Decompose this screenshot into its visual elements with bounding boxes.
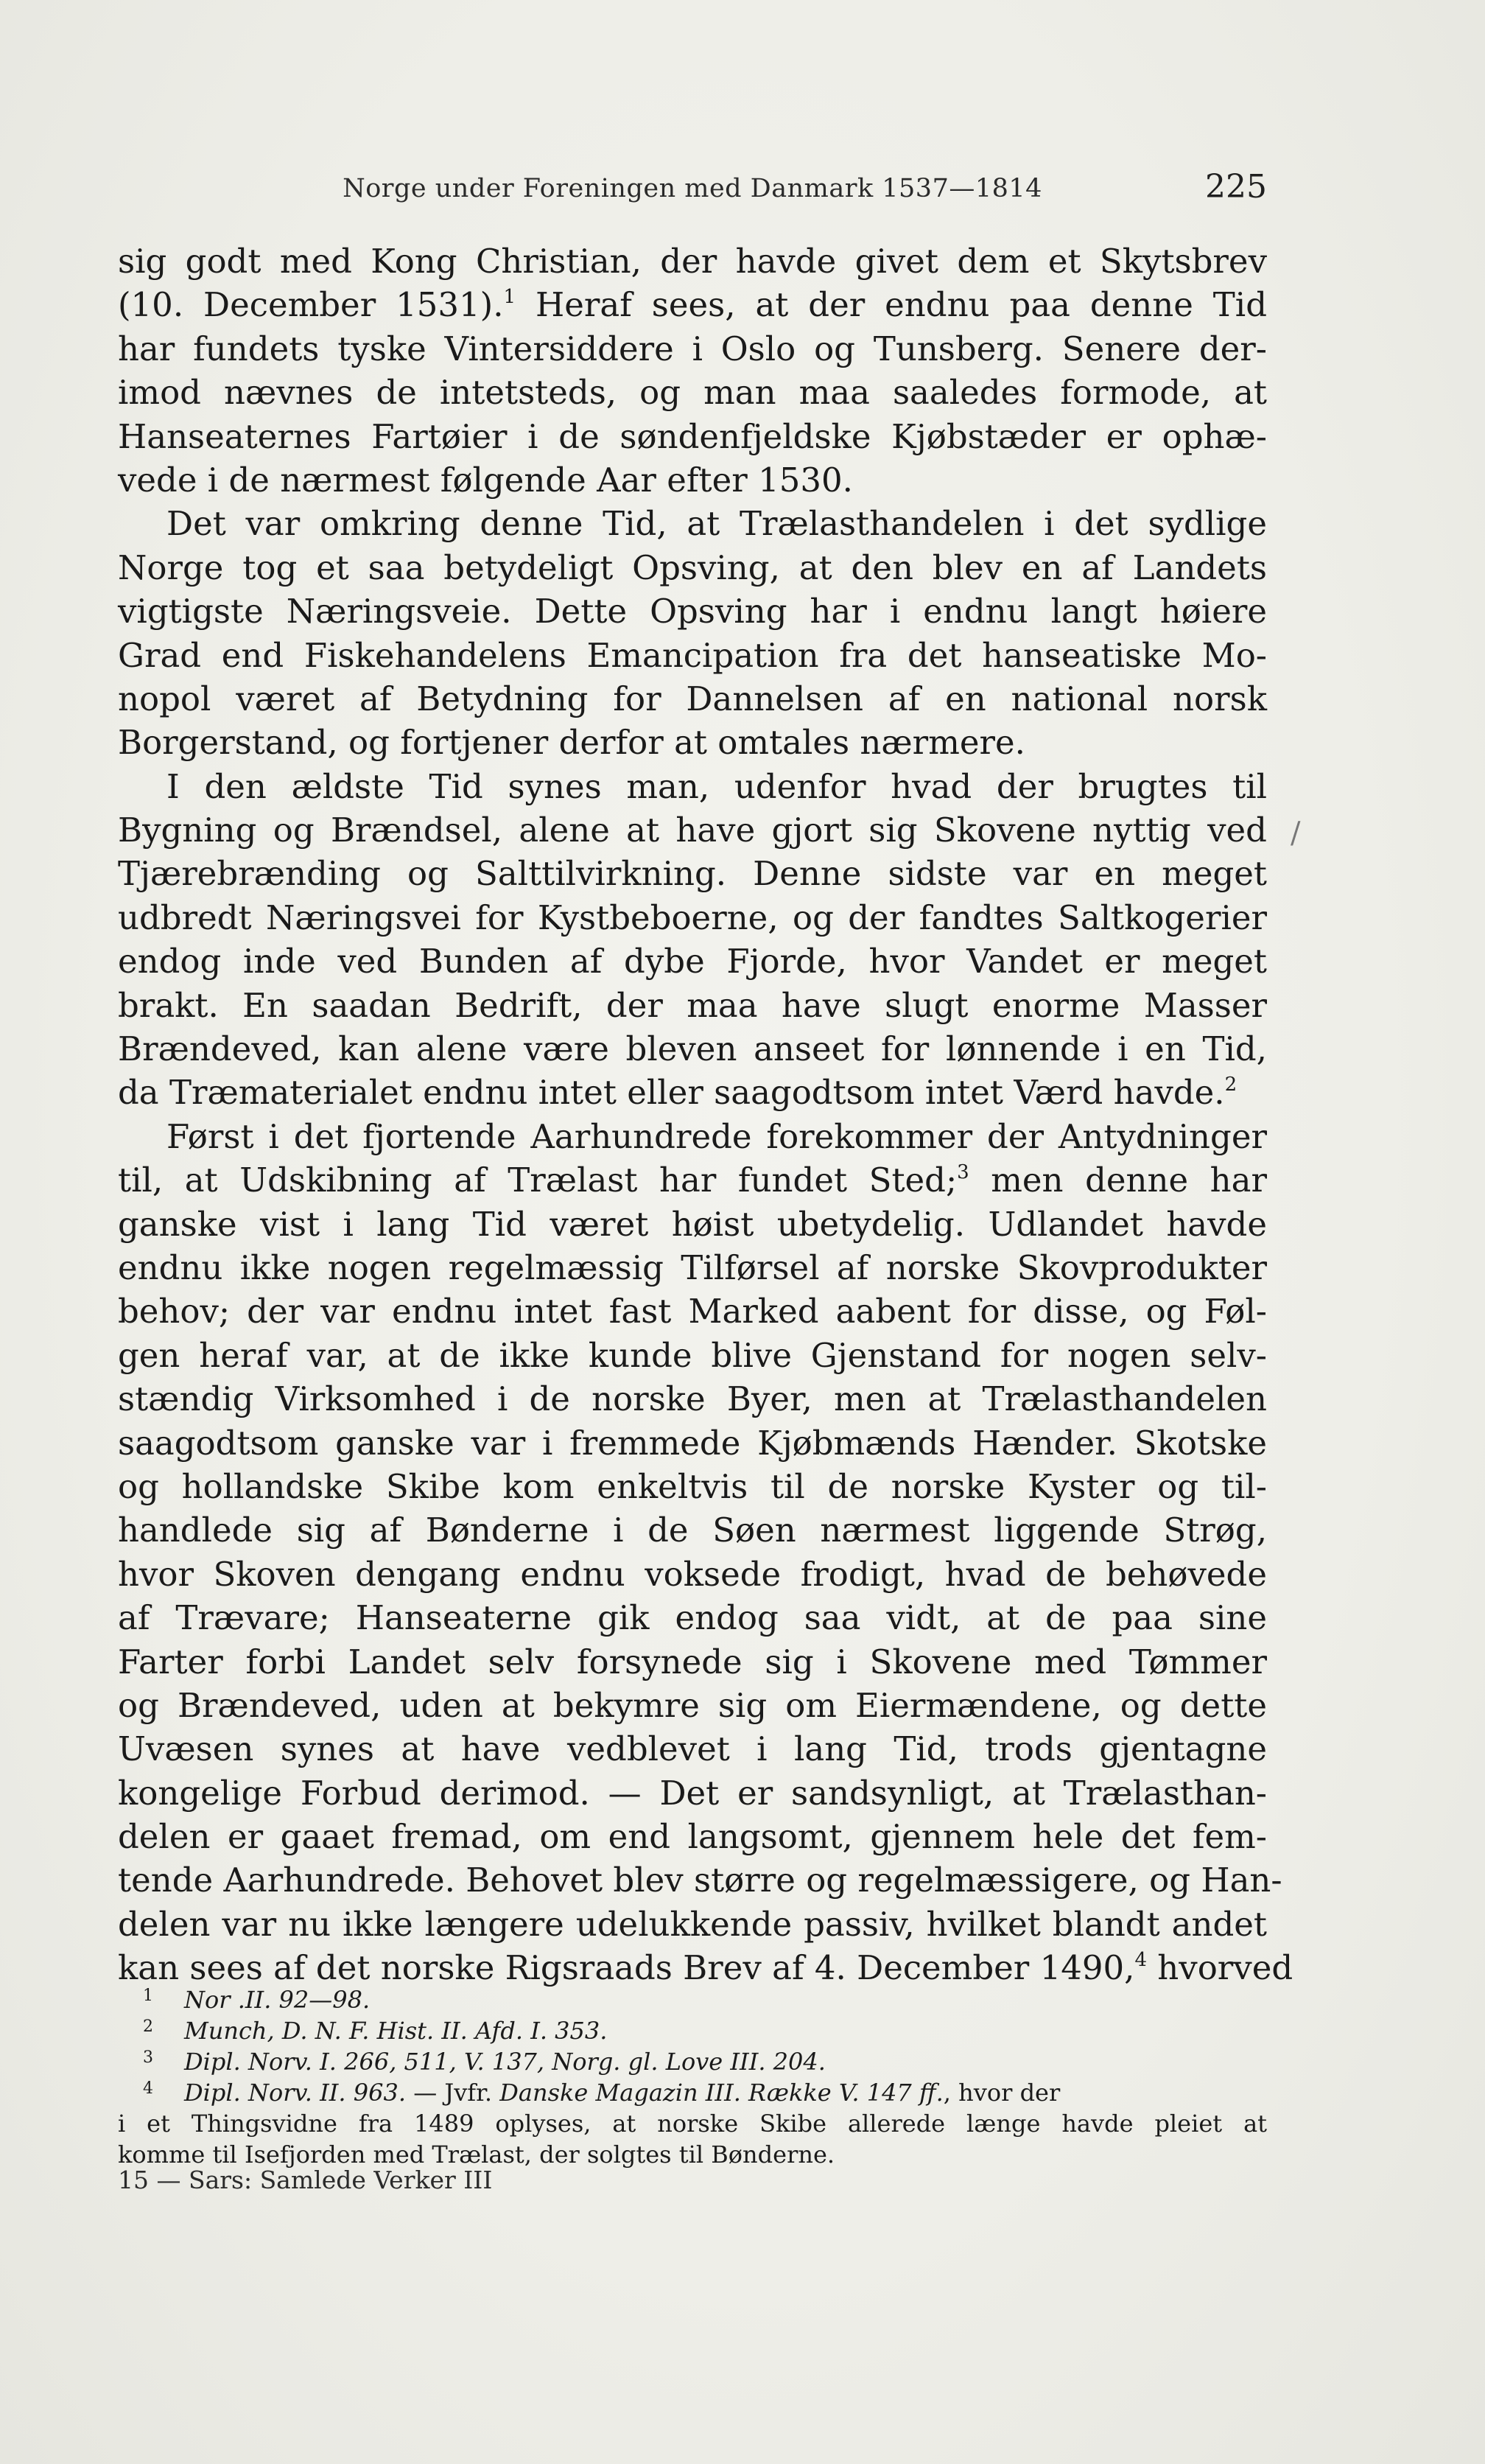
footnote-3: 3 Dipl. Norv. I. 266, 511, V. 137, Norg. gl. Love III. 204.: [143, 2048, 826, 2076]
footnote-text: Dipl. Norv. I. 266, 511, V. 137, Norg. gl. Love III. 204.: [184, 2048, 826, 2076]
text-line: har fundets tyske Vintersiddere i Oslo og Tunsberg. Senere der-: [118, 329, 1267, 368]
text-line: endog inde ved Bunden af dybe Fjorde, hvor Vandet er meget: [118, 942, 1267, 981]
text-line: Bygning og Brændsel, alene at have gjort sig Skovene nyttig ved: [118, 811, 1267, 850]
text-line: nopol været af Betydning for Dannelsen af en national norsk: [118, 679, 1267, 718]
text-line: Borgerstand, og fortjener derfor at omtales nærmere.: [118, 723, 1025, 763]
footnote-text: Nor .II. 92—98.: [184, 1986, 371, 2014]
text-line: hvor Skoven dengang endnu voksede frodigt, hvad de behøvede: [118, 1554, 1267, 1594]
text-line: saagodtsom ganske var i fremmede Kjøbmænds Hænder. Skotske: [118, 1423, 1267, 1463]
text-line: delen er gaaet fremad, om end langsomt, gjennem hele det fem-: [118, 1817, 1267, 1857]
body-text: [118, 239, 1293, 1990]
text-line: [118, 1071, 1267, 1114]
text-span: til, at Udskibning af Trælast har fundet Sted;: [118, 1161, 958, 1200]
text-line: vigtigste Næringsveie. Dette Opsving har i endnu langt høiere: [118, 592, 1267, 631]
text-span: hvorved: [1157, 1948, 1293, 1988]
footnote-text: , hvor der: [943, 2079, 1061, 2107]
text-line: af Trævare; Hanseaterne gik endog saa vidt, at de paa sine: [118, 1598, 1267, 1638]
footnote-ref-1: 1: [503, 286, 516, 309]
text-span: men denne har: [991, 1161, 1267, 1200]
footnote-ref-2: 2: [1224, 1074, 1238, 1096]
footnote-text: Dipl. Norv. II. 963.: [184, 2079, 407, 2107]
page-number: 225: [1205, 168, 1267, 206]
text-line: Norge tog et saa betydeligt Opsving, at den blev en af Landets: [118, 547, 1267, 587]
pencil-mark: /: [1291, 816, 1301, 850]
text-line: kongelige Forbud derimod. — Det er sandsynligt, at Trælasthan-: [118, 1773, 1267, 1813]
text-line: ganske vist i lang Tid været høist ubetydelig. Udlandet havde: [118, 1204, 1267, 1244]
text-line: Hanseaternes Fartøier i de søndenfjeldske Kjøbstæder er ophæ-: [118, 416, 1267, 456]
text-line: [118, 1158, 1267, 1202]
text-line: Uvæsen synes at have vedblevet i lang Tid, trods gjentagne: [118, 1729, 1267, 1769]
footnote-text: Danske Magazin III. Række V. 147 ff.: [499, 2079, 944, 2107]
text-line: tende Aarhundrede. Behovet blev større og regelmæssigere, og Han-: [118, 1861, 1282, 1900]
text-line: Tjærebrænding og Salttilvirkning. Denne sidste var en meget: [118, 854, 1267, 894]
text-line: handlede sig af Bønderne i de Søen nærmest liggende Strøg,: [118, 1511, 1267, 1550]
text-span: kan sees af det norske Rigsraads Brev af 4. December 1490,: [118, 1948, 1135, 1988]
text-span: Heraf sees, at der endnu paa denne Tid: [535, 285, 1267, 325]
text-line: Brændeved, kan alene være bleven anseet for lønnende i en Tid,: [118, 1029, 1267, 1069]
text-line: I den ældste Tid synes man, udenfor hvad der brugtes til: [166, 766, 1267, 806]
text-line: stændig Virksomhed i de norske Byer, men at Trælasthandelen: [118, 1379, 1267, 1419]
footnote-4: 4 Dipl. Norv. II. 963. — Jvfr. Danske Magazin III. Række V. 147 ff., hvor der: [143, 2079, 1061, 2107]
footnote-text: — Jvfr.: [406, 2079, 500, 2107]
running-title: Norge under Foreningen med Danmark 1537—1814: [343, 174, 1042, 203]
text-line: endnu ikke nogen regelmæssig Tilførsel af norske Skovprodukter: [118, 1247, 1267, 1287]
text-line: behov; der var endnu intet fast Marked aabent for disse, og Føl-: [118, 1292, 1267, 1331]
text-line: og hollandske Skibe kom enkeltvis til de norske Kyster og til-: [118, 1466, 1267, 1506]
text-line: [118, 283, 1267, 326]
text-line: delen var nu ikke længere udelukkende passiv, hvilket blandt andet: [118, 1904, 1267, 1944]
text-span: (10. December 1531).: [118, 285, 504, 325]
footnote-4-continued: komme til Isefjorden med Trælast, der solgtes til Bønderne.: [118, 2141, 835, 2169]
text-line: brakt. En saadan Bedrift, der maa have slugt enorme Masser: [118, 985, 1267, 1025]
text-line: og Brændeved, uden at bekymre sig om Eiermændene, og dette: [118, 1685, 1267, 1725]
signature-line: 15 — Sars: Samlede Verker III: [118, 2166, 493, 2194]
text-line: Det var omkring denne Tid, at Trælasthandelen i det sydlige: [166, 504, 1267, 544]
text-span: da Træmaterialet endnu intet eller saagodtsom intet Værd havde.: [118, 1073, 1225, 1113]
text-line: sig godt med Kong Christian, der havde givet dem et Skytsbrev: [118, 242, 1267, 281]
footnote-2: 2 Munch, D. N. F. Hist. II. Afd. I. 353.: [143, 2017, 608, 2045]
footnote-4-continued: i et Thingsvidne fra 1489 oplyses, at norske Skibe allerede længe havde pleiet at: [118, 2110, 1267, 2138]
text-line: vede i de nærmest følgende Aar efter 1530.: [118, 460, 853, 500]
footnote-text: Munch, D. N. F. Hist. II. Afd. I. 353.: [184, 2017, 608, 2045]
text-line: gen heraf var, at de ikke kunde blive Gjenstand for nogen selv-: [118, 1335, 1267, 1375]
text-line: Farter forbi Landet selv forsynede sig i Skovene med Tømmer: [118, 1642, 1267, 1681]
footnote-1: 1 Nor .II. 92—98.: [143, 1986, 371, 2014]
text-line: Først i det fjortende Aarhundrede forekommer der Antydninger: [166, 1116, 1267, 1156]
text-line: imod nævnes de intetsteds, og man maa saaledes formode, at: [118, 373, 1267, 413]
page-header: [118, 168, 1267, 212]
footnote-ref-4: 4: [1134, 1949, 1147, 1972]
text-line: [118, 1946, 1293, 1989]
text-line: Grad end Fiskehandelens Emancipation fra det hanseatiske Mo-: [118, 635, 1267, 675]
footnote-ref-3: 3: [957, 1161, 969, 1184]
text-line: udbredt Næringsvei for Kystbeboerne, og der fandtes Saltkogerier: [118, 897, 1267, 937]
footnotes: [118, 1984, 1267, 2170]
